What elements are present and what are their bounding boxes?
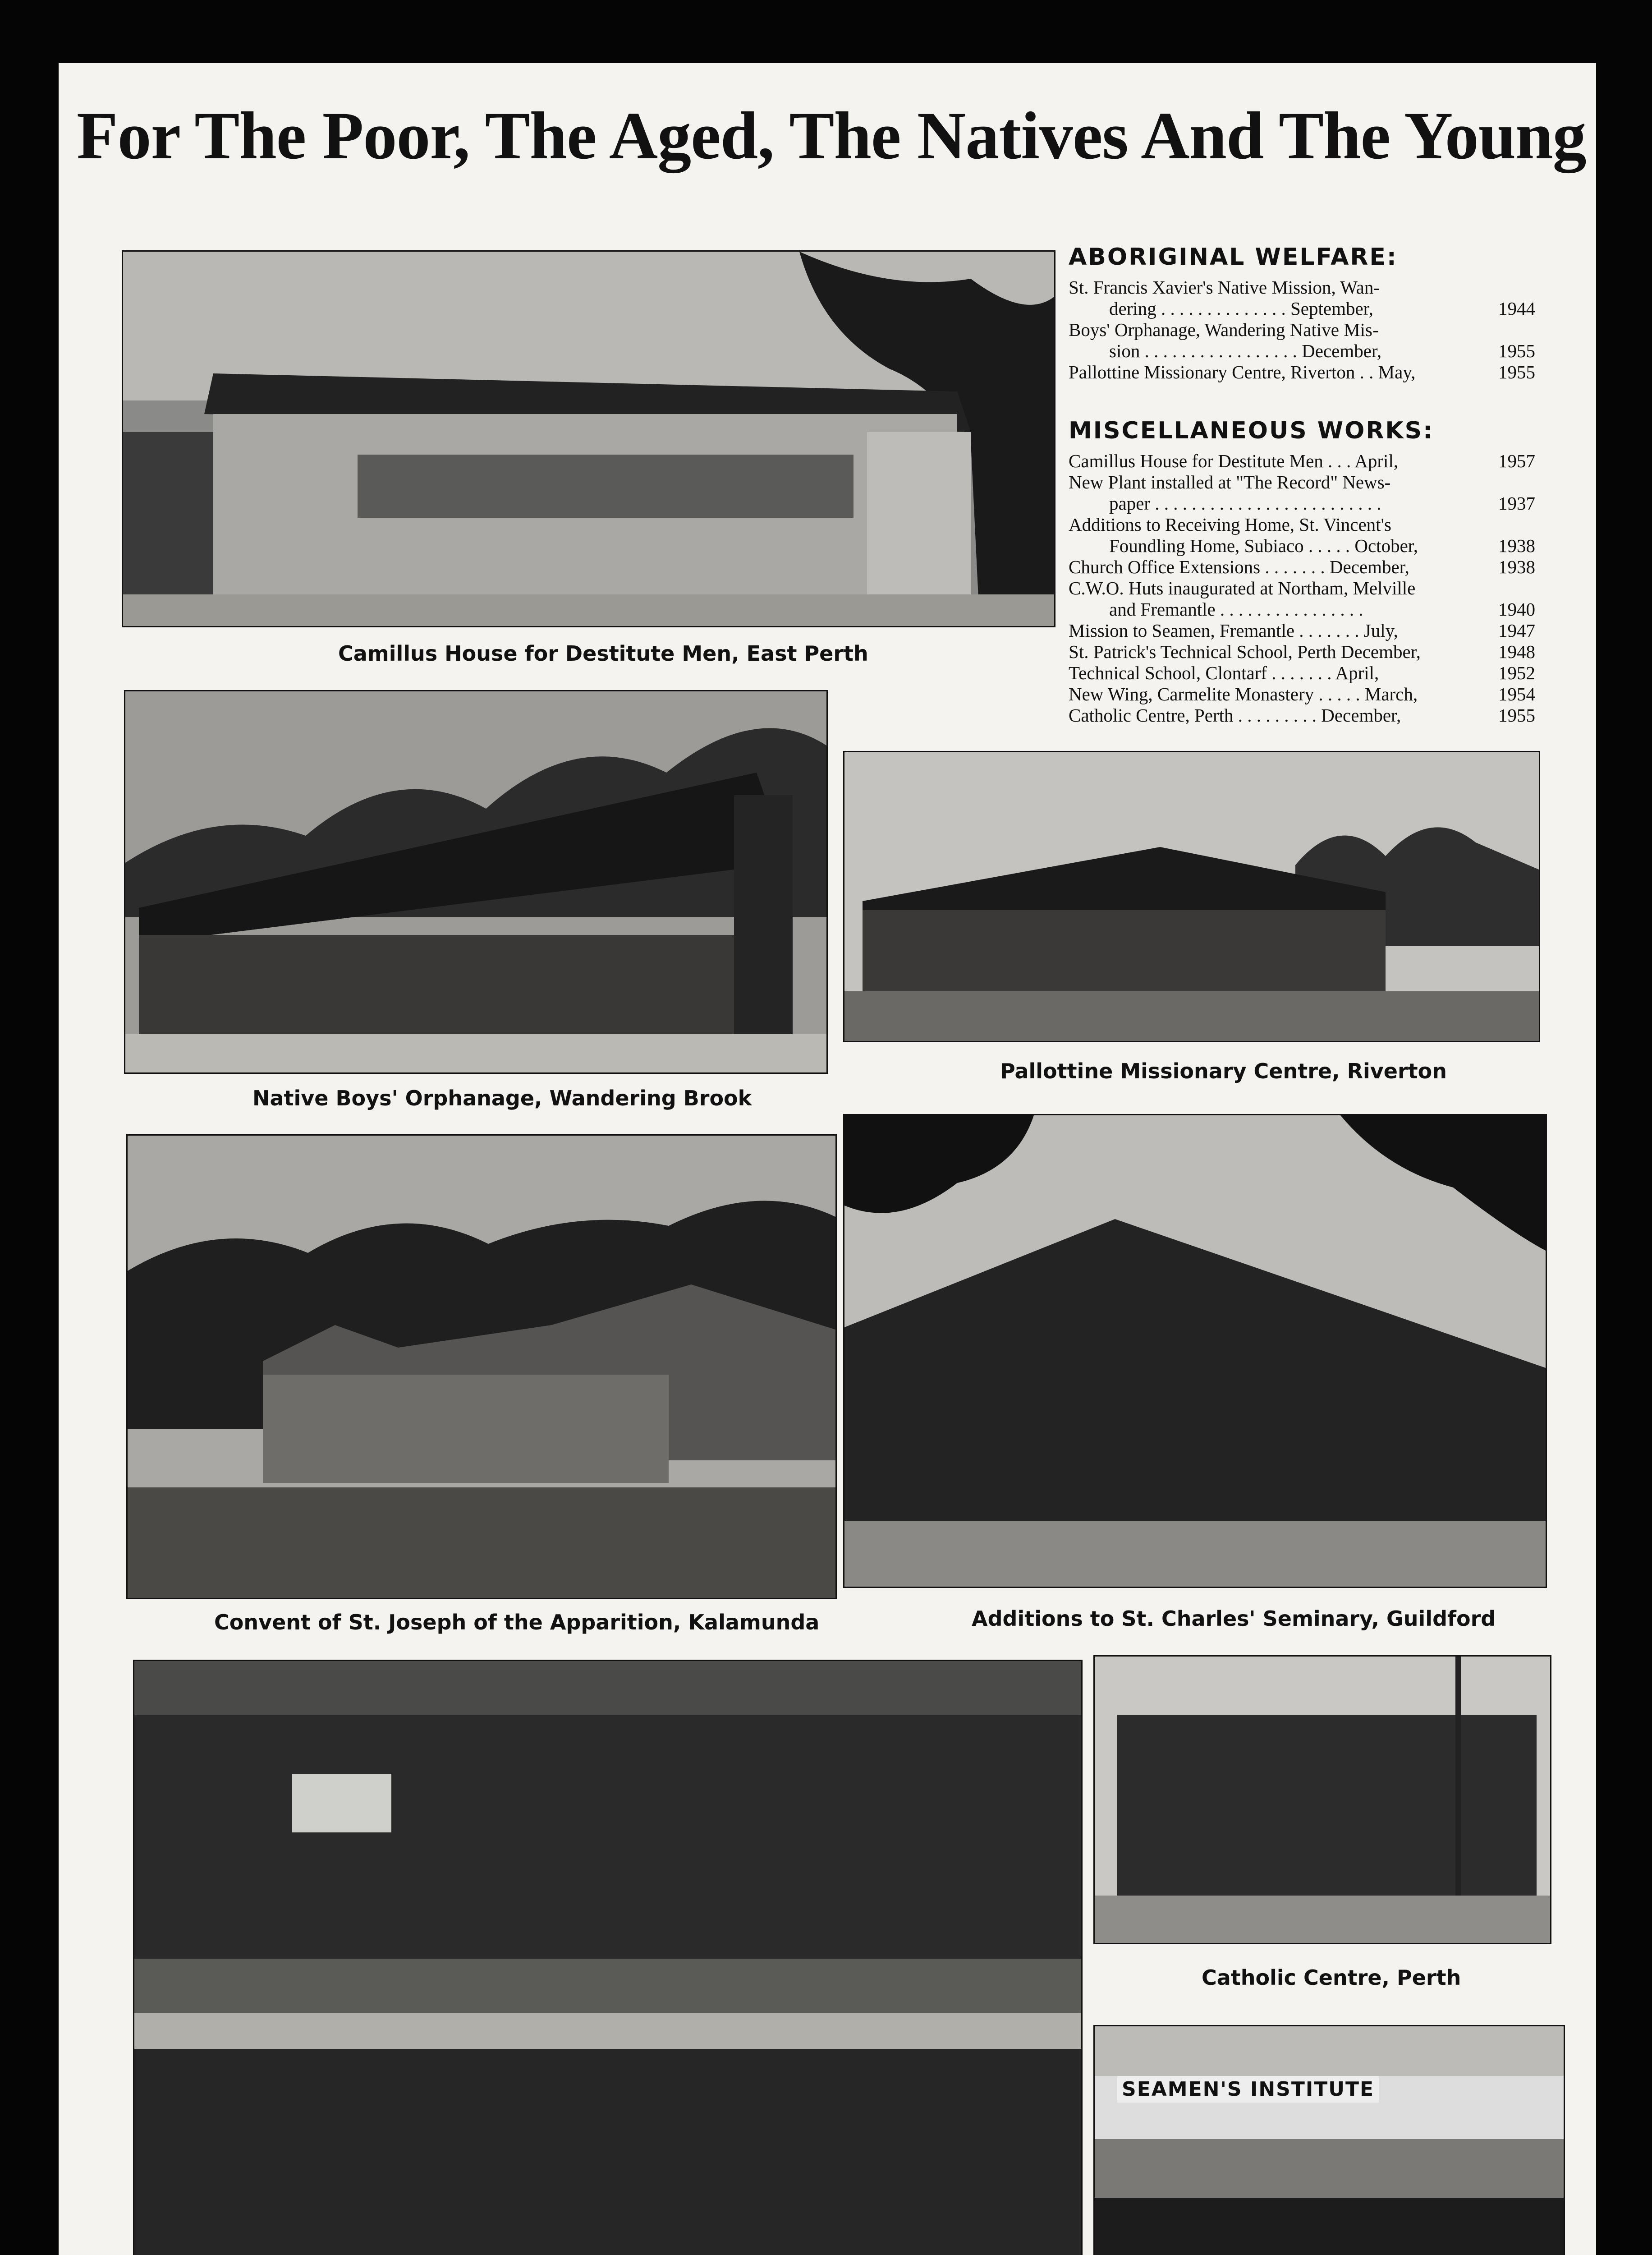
list-entry: dering . . . . . . . . . . . . . . September, 1944 xyxy=(1109,298,1535,319)
photo-convent xyxy=(126,1134,837,1599)
caption-convent: Convent of St. Joseph of the Apparition, Kalamunda xyxy=(214,1610,820,1634)
photo-orphanage xyxy=(124,690,828,1074)
miscellaneous-works-heading: MISCELLANEOUS WORKS: xyxy=(1069,417,1434,444)
photo-camillus-house xyxy=(122,250,1055,627)
caption-pallottine: Pallottine Missionary Centre, Riverton xyxy=(1000,1059,1447,1083)
list-entry: Pallottine Missionary Centre, Riverton . . May, 1955 xyxy=(1069,362,1535,382)
photo-seamens-mission xyxy=(1093,2025,1565,2255)
list-entry: St. Francis Xavier's Native Mission, Wan- xyxy=(1069,277,1380,298)
list-entry: Catholic Centre, Perth . . . . . . . . . December, 1955 xyxy=(1069,705,1535,726)
list-entry: and Fremantle . . . . . . . . . . . . . . . . 1940 xyxy=(1109,599,1535,620)
photo-catholic-centre xyxy=(1093,1655,1551,1944)
list-entry: Additions to Receiving Home, St. Vincent's xyxy=(1069,514,1391,535)
list-entry: sion . . . . . . . . . . . . . . . . . December, 1955 xyxy=(1109,341,1535,361)
list-entry: Camillus House for Destitute Men . . . April, 1957 xyxy=(1069,451,1535,471)
list-entry: Technical School, Clontarf . . . . . . . April, 1952 xyxy=(1069,663,1535,683)
list-entry: paper . . . . . . . . . . . . . . . . . . . . . . . . . 1937 xyxy=(1109,493,1535,514)
list-entry: Mission to Seamen, Fremantle . . . . . . . July, 1947 xyxy=(1069,620,1535,641)
miscellaneous-works-list xyxy=(1069,417,1535,726)
caption-camillus: Camillus House for Destitute Men, East Perth xyxy=(338,641,868,666)
caption-orphanage: Native Boys' Orphanage, Wandering Brook xyxy=(252,1086,752,1110)
photo-nazareth-house xyxy=(133,1660,1083,2255)
list-entry: St. Patrick's Technical School, Perth December, 1948 xyxy=(1069,641,1535,662)
list-entry: Foundling Home, Subiaco . . . . . October, 1938 xyxy=(1109,535,1535,556)
photo-seminary xyxy=(843,1114,1547,1588)
list-entry: New Plant installed at "The Record" News- xyxy=(1069,472,1391,492)
list-entry: C.W.O. Huts inaugurated at Northam, Melville xyxy=(1069,578,1416,598)
caption-seminary: Additions to St. Charles' Seminary, Guildford xyxy=(972,1606,1496,1631)
seamens-institute-sign: SEAMEN'S INSTITUTE xyxy=(1117,2076,1379,2103)
photo-pallottine xyxy=(843,751,1540,1042)
list-entry: New Wing, Carmelite Monastery . . . . . March, 1954 xyxy=(1069,684,1535,704)
aboriginal-welfare-list xyxy=(1069,244,1535,383)
aboriginal-welfare-heading: ABORIGINAL WELFARE: xyxy=(1069,244,1398,271)
page-headline: For The Poor, The Aged, The Natives And The Young xyxy=(77,98,1586,173)
list-entry: Boys' Orphanage, Wandering Native Mis- xyxy=(1069,319,1379,340)
list-entry: Church Office Extensions . . . . . . . December, 1938 xyxy=(1069,557,1535,577)
caption-catholic: Catholic Centre, Perth xyxy=(1202,1965,1461,1990)
